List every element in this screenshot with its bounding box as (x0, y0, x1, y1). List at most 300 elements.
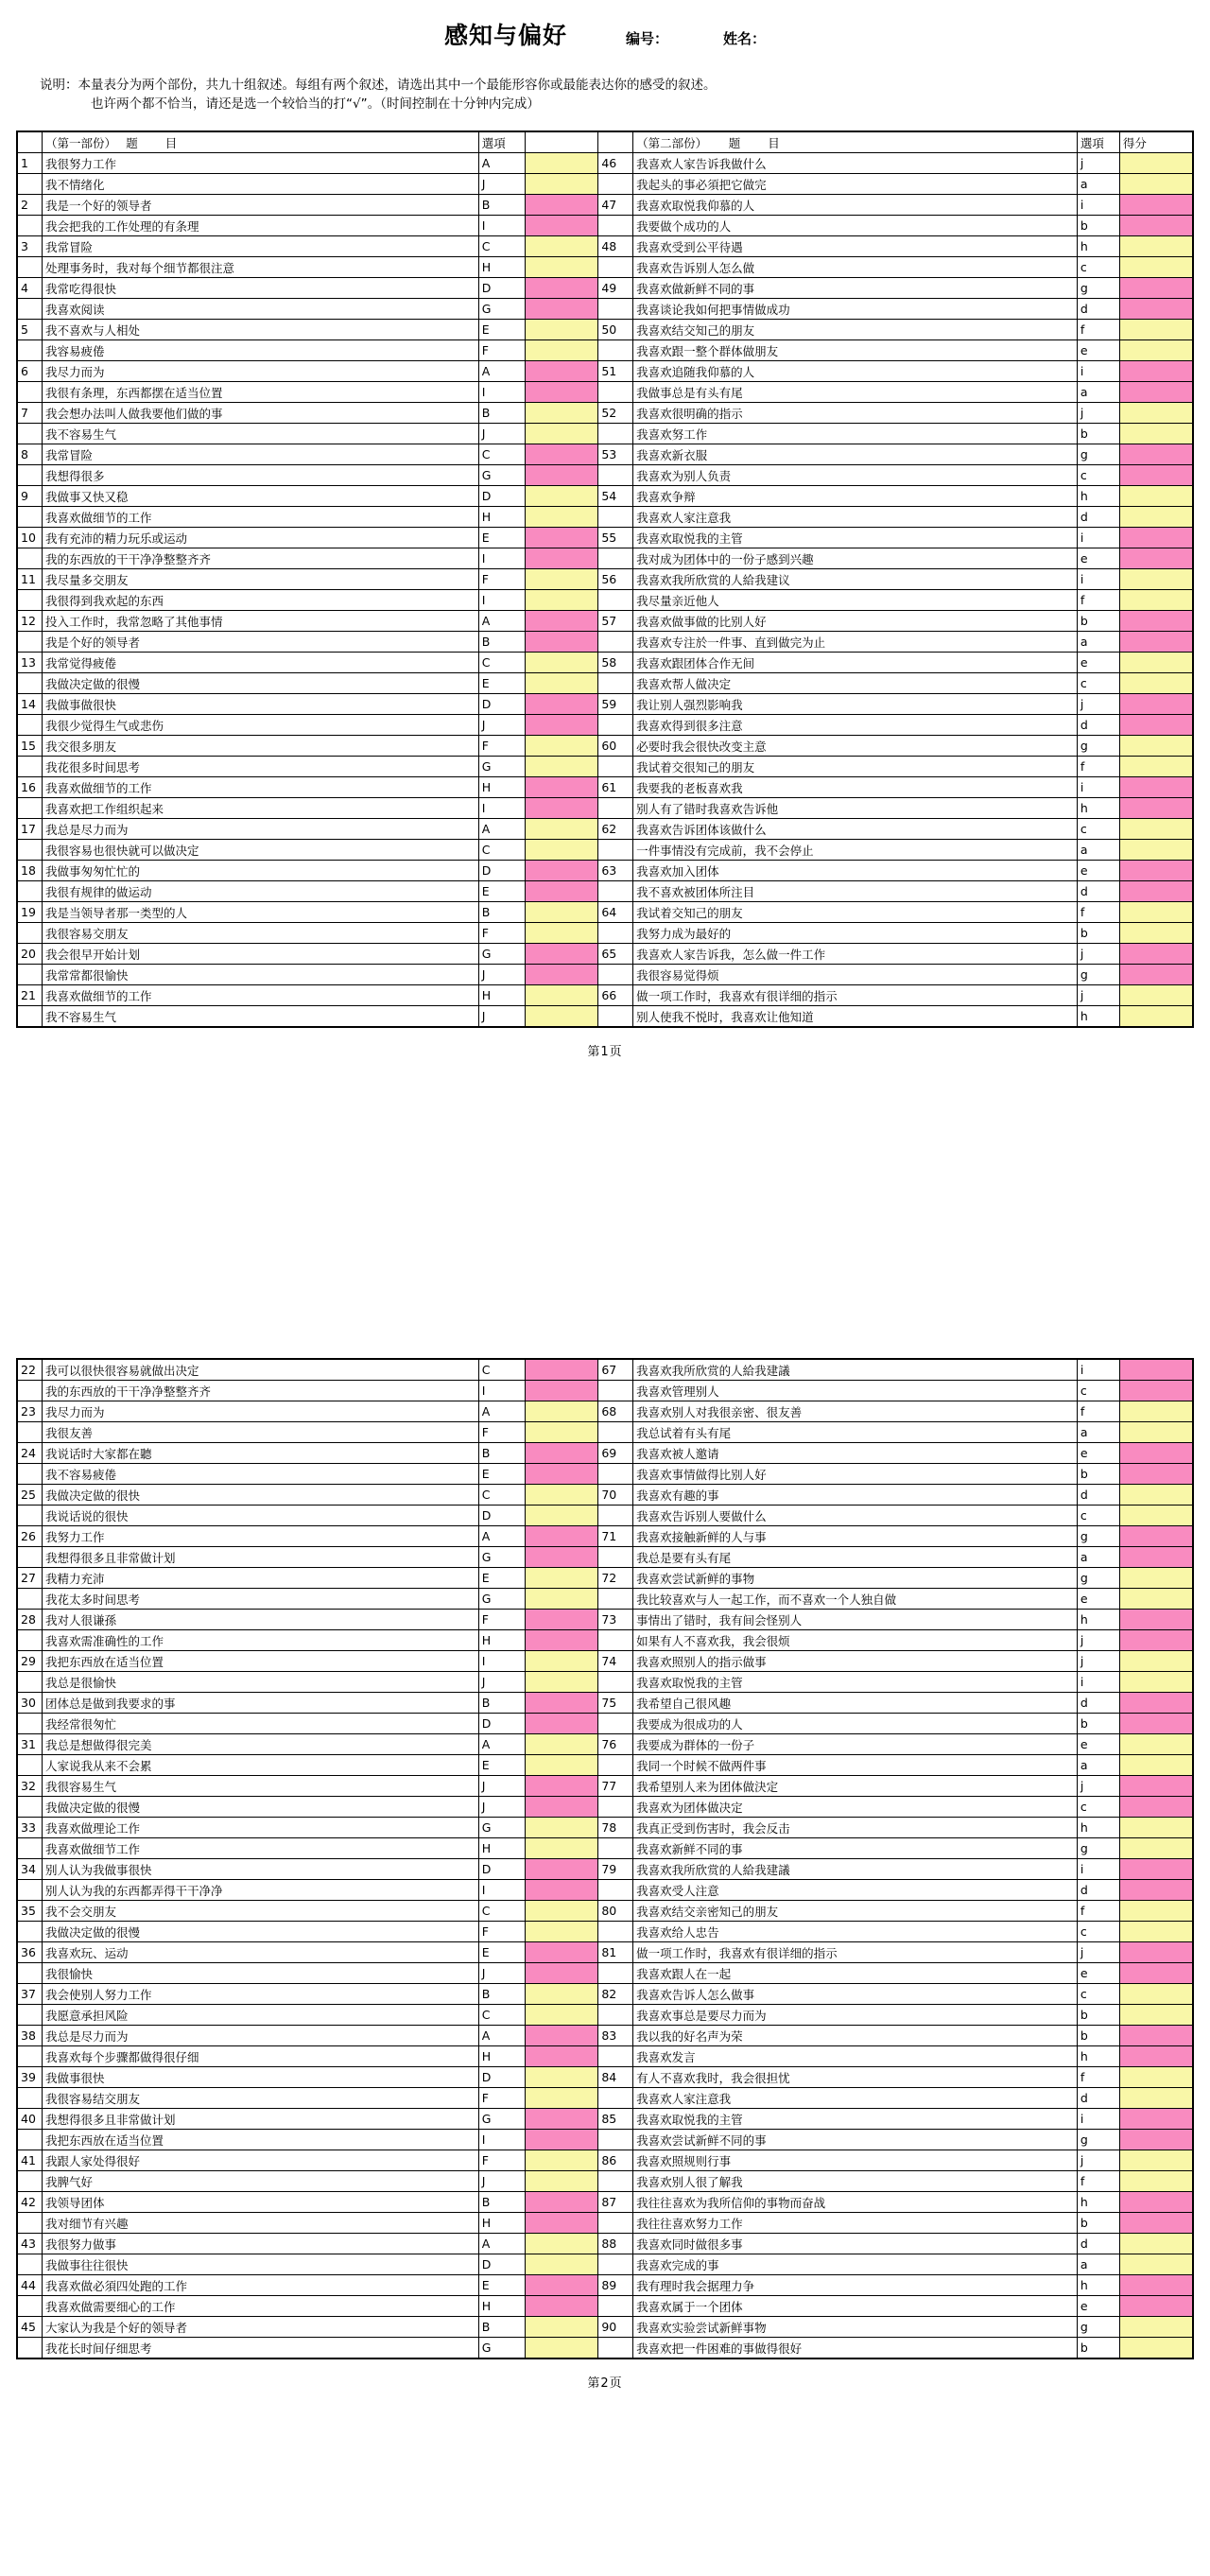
score-cell-right[interactable] (1119, 1984, 1193, 2005)
option-letter-left: J (478, 1006, 525, 1028)
item-number-right: 62 (598, 819, 633, 840)
score-cell-right[interactable] (1119, 694, 1193, 715)
score-cell-right[interactable] (1119, 257, 1193, 278)
score-cell-left[interactable] (525, 881, 598, 902)
score-cell-left[interactable] (525, 757, 598, 777)
score-cell-right[interactable] (1119, 2317, 1193, 2338)
score-cell-right[interactable] (1119, 1901, 1193, 1922)
score-cell-right[interactable] (1119, 1859, 1193, 1880)
score-cell-left[interactable] (525, 1714, 598, 1734)
score-cell-right[interactable] (1119, 881, 1193, 902)
table-row (17, 1589, 1193, 1610)
item-number-left (17, 673, 43, 694)
item-number-left (17, 382, 43, 403)
score-cell-right[interactable] (1119, 1589, 1193, 1610)
score-cell-right[interactable] (1119, 2338, 1193, 2359)
score-cell-right[interactable] (1119, 465, 1193, 486)
option-letter-right: g (1077, 444, 1119, 465)
score-cell-right[interactable] (1119, 1714, 1193, 1734)
score-cell-left[interactable] (525, 486, 598, 507)
score-cell-right[interactable] (1119, 2296, 1193, 2317)
score-cell-right[interactable] (1119, 632, 1193, 653)
score-cell-right[interactable] (1119, 2171, 1193, 2192)
item-number-right: 66 (598, 985, 633, 1006)
score-cell-left[interactable] (525, 528, 598, 548)
statement-text-left: 我很容易结交朋友 (43, 2088, 479, 2109)
score-cell-right[interactable] (1119, 1443, 1193, 1464)
score-cell-right[interactable] (1119, 777, 1193, 798)
score-cell-left[interactable] (525, 2296, 598, 2317)
option-letter-right: b (1077, 2026, 1119, 2046)
score-cell-left[interactable] (525, 403, 598, 424)
score-cell-left[interactable] (525, 736, 598, 757)
score-cell-right[interactable] (1119, 1506, 1193, 1526)
option-letter-left: A (478, 1734, 525, 1755)
score-cell-right[interactable] (1119, 444, 1193, 465)
score-cell-right[interactable] (1119, 944, 1193, 965)
score-cell-left[interactable] (525, 153, 598, 174)
score-cell-right[interactable] (1119, 195, 1193, 216)
score-cell-right[interactable] (1119, 590, 1193, 611)
statement-text-right: 我喜欢管理别人 (633, 1381, 1078, 1401)
item-number-left: 2 (17, 195, 43, 216)
score-cell-right[interactable] (1119, 174, 1193, 195)
option-letter-left: G (478, 299, 525, 320)
statement-text-left: 我领导团体 (43, 2192, 479, 2213)
score-cell-right[interactable] (1119, 611, 1193, 632)
score-cell-left[interactable] (525, 777, 598, 798)
score-cell-right[interactable] (1119, 528, 1193, 548)
option-letter-right: j (1077, 694, 1119, 715)
statement-text-left: 我喜欢做细节的工作 (43, 777, 479, 798)
item-number-left (17, 632, 43, 653)
option-letter-right: h (1077, 2046, 1119, 2067)
statement-text-left: 我尽力而为 (43, 361, 479, 382)
score-cell-left[interactable] (525, 1506, 598, 1526)
score-cell-right[interactable] (1119, 548, 1193, 569)
score-cell-right[interactable] (1119, 1963, 1193, 1984)
score-cell-right[interactable] (1119, 1942, 1193, 1963)
score-cell-left[interactable] (525, 2130, 598, 2150)
statement-text-right: 做一项工作时，我喜欢有很详细的指示 (633, 985, 1078, 1006)
option-letter-left: A (478, 819, 525, 840)
statement-text-left: 我是当领导者那一类型的人 (43, 902, 479, 923)
score-cell-right[interactable] (1119, 1818, 1193, 1838)
score-cell-left[interactable] (525, 1630, 598, 1651)
statement-text-right: 我喜欢为团体做决定 (633, 1797, 1078, 1818)
score-cell-left[interactable] (525, 840, 598, 861)
score-cell-right[interactable] (1119, 1734, 1193, 1755)
score-cell-right[interactable] (1119, 902, 1193, 923)
item-number-right (598, 2005, 633, 2026)
score-cell-right[interactable] (1119, 382, 1193, 403)
score-cell-left[interactable] (525, 2234, 598, 2254)
score-cell-left[interactable] (525, 1734, 598, 1755)
score-cell-left[interactable] (525, 1526, 598, 1547)
table-row (17, 1984, 1193, 2005)
score-cell-left[interactable] (525, 1776, 598, 1797)
table-header-row (17, 131, 1193, 153)
score-cell-left[interactable] (525, 361, 598, 382)
table-row (17, 278, 1193, 299)
statement-text-right: 我喜欢跟人在一起 (633, 1963, 1078, 1984)
item-number-right: 49 (598, 278, 633, 299)
score-cell-left[interactable] (525, 1568, 598, 1589)
score-cell-left[interactable] (525, 1755, 598, 1776)
score-cell-left[interactable] (525, 507, 598, 528)
score-cell-left[interactable] (525, 1942, 598, 1963)
score-cell-left[interactable] (525, 278, 598, 299)
score-cell-right[interactable] (1119, 2150, 1193, 2171)
statement-text-right: 我以我的好名声为荣 (633, 2026, 1078, 2046)
option-letter-left: D (478, 1506, 525, 1526)
score-cell-left[interactable] (525, 1651, 598, 1672)
score-cell-left[interactable] (525, 1485, 598, 1506)
option-letter-left: H (478, 507, 525, 528)
score-cell-right[interactable] (1119, 1693, 1193, 1714)
score-cell-right[interactable] (1119, 1401, 1193, 1422)
score-cell-left[interactable] (525, 2005, 598, 2026)
score-cell-right[interactable] (1119, 1880, 1193, 1901)
score-cell-right[interactable] (1119, 340, 1193, 361)
score-cell-left[interactable] (525, 1818, 598, 1838)
score-cell-left[interactable] (525, 2067, 598, 2088)
item-number-right: 79 (598, 1859, 633, 1880)
option-letter-left: H (478, 1838, 525, 1859)
item-number-right (598, 1464, 633, 1485)
score-cell-left[interactable] (525, 1381, 598, 1401)
score-cell-left[interactable] (525, 2192, 598, 2213)
score-cell-right[interactable] (1119, 361, 1193, 382)
table-row (17, 403, 1193, 424)
score-cell-right[interactable] (1119, 2088, 1193, 2109)
score-cell-left[interactable] (525, 174, 598, 195)
item-number-left: 3 (17, 236, 43, 257)
instruction-line-2: 也许两个都不恰当，请还是选一个较恰当的打“√”。（时间控制在十分钟内完成） (91, 96, 540, 112)
item-number-left: 12 (17, 611, 43, 632)
option-letter-right: g (1077, 965, 1119, 985)
score-cell-left[interactable] (525, 1693, 598, 1714)
table-row (17, 923, 1193, 944)
score-cell-right[interactable] (1119, 403, 1193, 424)
item-number-right (598, 1589, 633, 1610)
score-cell-right[interactable] (1119, 153, 1193, 174)
score-cell-right[interactable] (1119, 1526, 1193, 1547)
score-cell-left[interactable] (525, 216, 598, 236)
score-cell-right[interactable] (1119, 1838, 1193, 1859)
score-cell-right[interactable] (1119, 757, 1193, 777)
table-row (17, 965, 1193, 985)
statement-text-left: 我很有规律的做运动 (43, 881, 479, 902)
item-number-right: 57 (598, 611, 633, 632)
score-cell-left[interactable] (525, 548, 598, 569)
score-cell-right[interactable] (1119, 1381, 1193, 1401)
score-cell-left[interactable] (525, 1963, 598, 1984)
score-cell-left[interactable] (525, 653, 598, 673)
score-cell-left[interactable] (525, 340, 598, 361)
score-cell-right[interactable] (1119, 1359, 1193, 1381)
option-letter-right: g (1077, 1526, 1119, 1547)
score-cell-left[interactable] (525, 320, 598, 340)
page-2 (0, 1358, 1210, 2576)
table-row (17, 1776, 1193, 1797)
statement-text-right: 我喜欢受到公平待遇 (633, 236, 1078, 257)
item-number-right: 72 (598, 1568, 633, 1589)
score-cell-right[interactable] (1119, 2067, 1193, 2088)
score-cell-left[interactable] (525, 1422, 598, 1443)
table-row (17, 1422, 1193, 1443)
option-letter-left: A (478, 1401, 525, 1422)
score-cell-left[interactable] (525, 944, 598, 965)
score-cell-right[interactable] (1119, 486, 1193, 507)
option-letter-left: C (478, 1359, 525, 1381)
table-row (17, 195, 1193, 216)
score-cell-left[interactable] (525, 673, 598, 694)
statement-text-right: 我要成为很成功的人 (633, 1714, 1078, 1734)
option-letter-right: b (1077, 424, 1119, 444)
item-number-right: 68 (598, 1401, 633, 1422)
score-cell-right[interactable] (1119, 1776, 1193, 1797)
score-cell-right[interactable] (1119, 299, 1193, 320)
score-cell-left[interactable] (525, 2171, 598, 2192)
score-cell-left[interactable] (525, 1443, 598, 1464)
score-cell-left[interactable] (525, 2213, 598, 2234)
score-cell-left[interactable] (525, 1589, 598, 1610)
score-cell-left[interactable] (525, 590, 598, 611)
score-cell-left[interactable] (525, 382, 598, 403)
score-cell-left[interactable] (525, 2026, 598, 2046)
score-cell-left[interactable] (525, 1880, 598, 1901)
item-number-right (598, 174, 633, 195)
statement-text-right: 我喜欢完成的事 (633, 2254, 1078, 2275)
score-cell-left[interactable] (525, 2275, 598, 2296)
score-cell-right[interactable] (1119, 320, 1193, 340)
score-cell-right[interactable] (1119, 216, 1193, 236)
score-cell-right[interactable] (1119, 2192, 1193, 2213)
score-cell-left[interactable] (525, 2254, 598, 2275)
score-cell-left[interactable] (525, 694, 598, 715)
header-score-right: 得分 (1119, 131, 1193, 153)
score-cell-left[interactable] (525, 299, 598, 320)
score-cell-right[interactable] (1119, 840, 1193, 861)
score-cell-right[interactable] (1119, 1547, 1193, 1568)
statement-text-right: 我喜欢人家注意我 (633, 507, 1078, 528)
page-break-spacer (0, 1299, 1210, 1341)
score-cell-right[interactable] (1119, 2005, 1193, 2026)
score-cell-right[interactable] (1119, 798, 1193, 819)
score-cell-right[interactable] (1119, 2046, 1193, 2067)
option-letter-right: h (1077, 2275, 1119, 2296)
item-number-left (17, 1797, 43, 1818)
score-cell-left[interactable] (525, 195, 598, 216)
header-number-right (598, 131, 633, 153)
option-letter-left: A (478, 361, 525, 382)
score-cell-left[interactable] (525, 798, 598, 819)
table-row (17, 2213, 1193, 2234)
statement-text-right: 我喜欢告诉别人要做什么 (633, 1506, 1078, 1526)
score-cell-left[interactable] (525, 611, 598, 632)
item-number-left (17, 840, 43, 861)
score-cell-left[interactable] (525, 424, 598, 444)
option-letter-right: e (1077, 2296, 1119, 2317)
score-cell-left[interactable] (525, 902, 598, 923)
statement-text-right: 我喜欢人家注意我 (633, 2088, 1078, 2109)
score-cell-left[interactable] (525, 1006, 598, 1028)
score-cell-left[interactable] (525, 1359, 598, 1381)
item-number-left: 11 (17, 569, 43, 590)
score-cell-left[interactable] (525, 632, 598, 653)
score-cell-right[interactable] (1119, 819, 1193, 840)
score-cell-left[interactable] (525, 1610, 598, 1630)
option-letter-left: A (478, 153, 525, 174)
score-cell-right[interactable] (1119, 1006, 1193, 1028)
score-cell-right[interactable] (1119, 1464, 1193, 1485)
statement-text-left: 我说话说的很快 (43, 1506, 479, 1526)
score-cell-right[interactable] (1119, 1755, 1193, 1776)
score-cell-left[interactable] (525, 444, 598, 465)
statement-text-right: 我喜欢把一件困难的事做得很好 (633, 2338, 1078, 2359)
score-cell-left[interactable] (525, 965, 598, 985)
option-letter-left: F (478, 2150, 525, 2171)
option-letter-left: J (478, 424, 525, 444)
option-letter-right: b (1077, 216, 1119, 236)
score-cell-left[interactable] (525, 1797, 598, 1818)
score-cell-left[interactable] (525, 861, 598, 881)
score-cell-left[interactable] (525, 715, 598, 736)
statement-text-left: 我会想办法叫人做我要他们做的事 (43, 403, 479, 424)
score-cell-left[interactable] (525, 819, 598, 840)
score-cell-right[interactable] (1119, 2109, 1193, 2130)
option-letter-left: F (478, 340, 525, 361)
score-cell-left[interactable] (525, 1922, 598, 1942)
statement-text-left: 我做事做很快 (43, 694, 479, 715)
statement-text-right: 我同一个时候不做两件事 (633, 1755, 1078, 1776)
header-option-left: 選項 (478, 131, 525, 153)
score-cell-left[interactable] (525, 569, 598, 590)
item-number-right (598, 1880, 633, 1901)
score-cell-left[interactable] (525, 2109, 598, 2130)
score-cell-right[interactable] (1119, 715, 1193, 736)
item-number-left: 21 (17, 985, 43, 1006)
score-cell-right[interactable] (1119, 2275, 1193, 2296)
header-part1-title: （第一部份） 题 目 (43, 131, 479, 153)
score-cell-left[interactable] (525, 465, 598, 486)
statement-text-left: 我喜欢需准确性的工作 (43, 1630, 479, 1651)
table-row (17, 2130, 1193, 2150)
statement-text-left: 我总是很愉快 (43, 1672, 479, 1693)
statement-text-right: 我起头的事必須把它做完 (633, 174, 1078, 195)
statement-text-left: 我的东西放的干干净净整整齐齐 (43, 548, 479, 569)
option-letter-right: i (1077, 777, 1119, 798)
score-cell-right[interactable] (1119, 2254, 1193, 2275)
score-cell-right[interactable] (1119, 985, 1193, 1006)
score-cell-right[interactable] (1119, 1630, 1193, 1651)
score-cell-right[interactable] (1119, 1422, 1193, 1443)
table-row (17, 1464, 1193, 1485)
score-cell-left[interactable] (525, 257, 598, 278)
score-cell-right[interactable] (1119, 673, 1193, 694)
page-title: 感知与偏好 (443, 22, 567, 49)
score-cell-left[interactable] (525, 1672, 598, 1693)
score-cell-left[interactable] (525, 236, 598, 257)
score-cell-left[interactable] (525, 2150, 598, 2171)
score-cell-right[interactable] (1119, 2026, 1193, 2046)
score-cell-left[interactable] (525, 2046, 598, 2067)
option-letter-left: B (478, 195, 525, 216)
score-cell-right[interactable] (1119, 278, 1193, 299)
statement-text-left: 我总是想做得很完美 (43, 1734, 479, 1755)
option-letter-left: C (478, 840, 525, 861)
score-cell-left[interactable] (525, 1901, 598, 1922)
item-number-left (17, 923, 43, 944)
score-cell-left[interactable] (525, 1838, 598, 1859)
score-cell-right[interactable] (1119, 1672, 1193, 1693)
score-cell-right[interactable] (1119, 569, 1193, 590)
item-number-left: 4 (17, 278, 43, 299)
table-row (17, 736, 1193, 757)
item-number-right (598, 2338, 633, 2359)
table-row (17, 757, 1193, 777)
item-number-left: 20 (17, 944, 43, 965)
table-row (17, 1922, 1193, 1942)
score-cell-right[interactable] (1119, 1610, 1193, 1630)
item-number-right (598, 2254, 633, 2275)
score-cell-right[interactable] (1119, 923, 1193, 944)
id-field-label: 编号： (625, 30, 668, 47)
statement-text-right: 我喜欢实验尝试新鲜事物 (633, 2317, 1078, 2338)
score-cell-right[interactable] (1119, 965, 1193, 985)
item-number-left (17, 1714, 43, 1734)
score-cell-right[interactable] (1119, 424, 1193, 444)
option-letter-left: B (478, 2192, 525, 2213)
table-row (17, 1838, 1193, 1859)
score-cell-right[interactable] (1119, 2234, 1193, 2254)
score-cell-right[interactable] (1119, 1568, 1193, 1589)
option-letter-right: c (1077, 1984, 1119, 2005)
score-cell-right[interactable] (1119, 736, 1193, 757)
score-cell-right[interactable] (1119, 861, 1193, 881)
score-cell-left[interactable] (525, 985, 598, 1006)
score-cell-right[interactable] (1119, 507, 1193, 528)
statement-text-left: 我想得很多且非常做计划 (43, 1547, 479, 1568)
score-cell-left[interactable] (525, 1401, 598, 1422)
score-cell-left[interactable] (525, 923, 598, 944)
score-cell-right[interactable] (1119, 653, 1193, 673)
score-cell-right[interactable] (1119, 1922, 1193, 1942)
score-cell-left[interactable] (525, 1547, 598, 1568)
table-row (17, 1734, 1193, 1755)
score-cell-left[interactable] (525, 1464, 598, 1485)
score-cell-right[interactable] (1119, 2213, 1193, 2234)
score-cell-left[interactable] (525, 1984, 598, 2005)
item-number-left (17, 216, 43, 236)
score-cell-left[interactable] (525, 2088, 598, 2109)
score-cell-left[interactable] (525, 2317, 598, 2338)
score-cell-right[interactable] (1119, 1485, 1193, 1506)
score-cell-left[interactable] (525, 2338, 598, 2359)
score-cell-right[interactable] (1119, 236, 1193, 257)
item-number-right: 74 (598, 1651, 633, 1672)
option-letter-left: B (478, 902, 525, 923)
score-cell-right[interactable] (1119, 1797, 1193, 1818)
option-letter-right: c (1077, 819, 1119, 840)
table-row (17, 569, 1193, 590)
score-cell-left[interactable] (525, 1859, 598, 1880)
item-number-right (598, 1963, 633, 1984)
score-cell-right[interactable] (1119, 1651, 1193, 1672)
option-letter-left: J (478, 1672, 525, 1693)
score-cell-right[interactable] (1119, 2130, 1193, 2150)
